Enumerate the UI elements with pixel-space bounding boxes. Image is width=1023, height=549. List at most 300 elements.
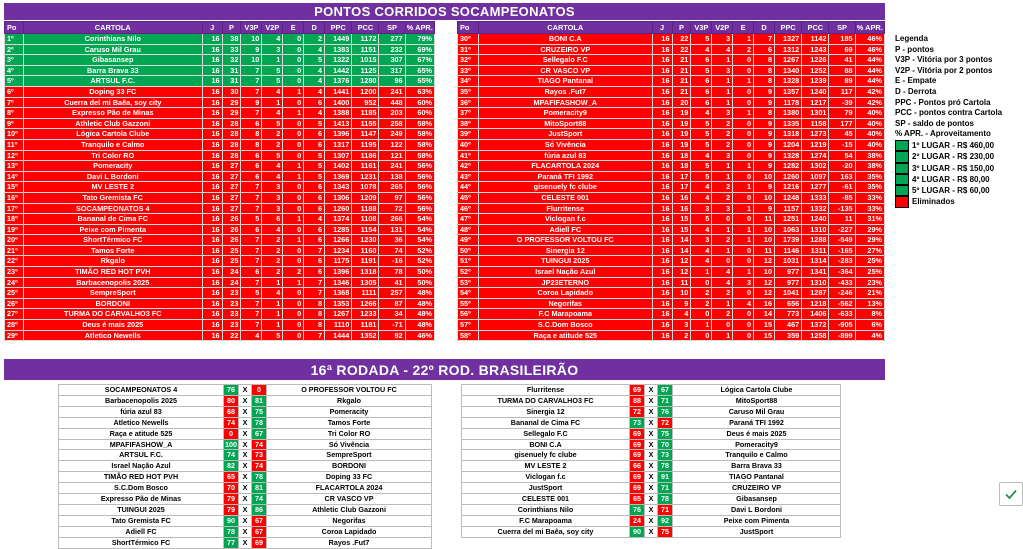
stat-cell: 2 — [283, 267, 304, 278]
stat-cell: 0 — [283, 288, 304, 299]
match-row — [59, 504, 432, 515]
stat-cell: 1 — [712, 224, 733, 235]
stat-cell: 11 — [829, 214, 855, 225]
stat-cell: 16 — [202, 55, 222, 66]
standings-row — [5, 277, 435, 288]
away-score-cell: 0 — [252, 385, 267, 396]
stat-cell: 16 — [652, 267, 672, 278]
stat-cell: 1318 — [352, 267, 379, 278]
team-name-cell: fúria azul 83 — [478, 150, 652, 161]
stat-cell: -85 — [829, 192, 855, 203]
stat-cell: 0 — [733, 256, 754, 267]
stat-cell: 79% — [405, 34, 434, 45]
stat-cell: 0 — [733, 139, 754, 150]
home-score-cell: 65 — [224, 472, 239, 483]
stat-cell: 3 — [262, 203, 283, 214]
stat-cell: 1 — [262, 55, 283, 66]
away-score-cell: 70 — [658, 439, 673, 450]
team-name-cell: Rayos .Fut7 — [478, 86, 652, 97]
away-team-cell: Rkgalo — [267, 395, 432, 406]
stat-cell: -283 — [829, 256, 855, 267]
stat-cell: 16 — [652, 65, 672, 76]
stat-cell: 16 — [202, 182, 222, 193]
team-name-cell: Deus é mais 2025 — [23, 320, 202, 331]
position-cell: 9º — [5, 118, 24, 129]
legend-prize — [895, 174, 1023, 185]
away-score-cell: 81 — [252, 395, 267, 406]
position-cell: 8º — [5, 108, 24, 119]
stat-cell: 3 — [712, 203, 733, 214]
stat-cell: 15 — [754, 330, 775, 341]
stat-cell: 1 — [691, 267, 712, 278]
stat-cell: 0 — [691, 277, 712, 288]
stat-cell: 6 — [241, 171, 262, 182]
standings-row — [458, 171, 885, 182]
legend-prize — [895, 185, 1023, 196]
stat-cell: 0 — [733, 192, 754, 203]
stat-cell: 977 — [775, 277, 802, 288]
team-name-cell: Tranquilo e Calmo — [23, 139, 202, 150]
stat-cell: 13% — [855, 298, 884, 309]
position-cell: 33º — [458, 65, 479, 76]
stat-cell: 16 — [202, 224, 222, 235]
stat-cell: 4 — [304, 76, 325, 87]
stat-cell: 1442 — [325, 65, 352, 76]
stat-cell: 12 — [754, 288, 775, 299]
stat-cell: 21 — [672, 65, 691, 76]
stat-cell: 40% — [855, 118, 884, 129]
stat-cell: 1110 — [325, 320, 352, 331]
header-cell: E — [283, 22, 304, 34]
stat-cell: 10 — [754, 171, 775, 182]
position-cell: 47º — [458, 214, 479, 225]
away-team-cell: Davi L Bordoni — [673, 504, 841, 515]
stat-cell: 6 — [262, 214, 283, 225]
stat-cell: 38 — [222, 34, 241, 45]
header-cell: J — [202, 22, 222, 34]
standings-row — [458, 65, 885, 76]
team-name-cell: Paraná TFI 1992 — [478, 171, 652, 182]
stat-cell: 97 — [379, 192, 405, 203]
stat-cell: -61 — [829, 182, 855, 193]
stat-cell: 249 — [379, 129, 405, 140]
match-row — [59, 406, 432, 417]
stat-cell: 1312 — [775, 44, 802, 55]
versus-cell: X — [645, 504, 658, 515]
position-cell: 1º — [5, 34, 24, 45]
match-row — [59, 428, 432, 439]
header-cell: PCC — [352, 22, 379, 34]
stat-cell: 58% — [405, 150, 434, 161]
team-name-cell: Peixe com Pimenta — [23, 224, 202, 235]
away-score-cell: 69 — [252, 537, 267, 548]
stat-cell: 3 — [712, 108, 733, 119]
standings-title: PONTOS CORRIDOS SOCAMPEONATOS — [4, 3, 885, 20]
home-team-cell: Tato Gremista FC — [59, 515, 224, 526]
stat-cell: 5 — [691, 161, 712, 172]
position-cell: 31º — [458, 44, 479, 55]
versus-cell: X — [239, 515, 252, 526]
stat-cell: 2 — [262, 267, 283, 278]
stat-cell: -20 — [829, 161, 855, 172]
team-name-cell: TIAGO Pantanal — [478, 76, 652, 87]
stat-cell: 1328 — [775, 150, 802, 161]
checkmark-icon[interactable] — [999, 482, 1023, 506]
stat-cell: 7 — [241, 277, 262, 288]
standings-row — [5, 309, 435, 320]
stat-cell: 3 — [712, 150, 733, 161]
stat-cell: 1266 — [325, 235, 352, 246]
stat-cell: 0 — [283, 76, 304, 87]
versus-cell: X — [645, 483, 658, 494]
stat-cell: 2 — [691, 298, 712, 309]
stat-cell: 8% — [855, 309, 884, 320]
home-score-cell: 79 — [224, 504, 239, 515]
stat-cell: 79 — [829, 108, 855, 119]
stat-cell: 5 — [691, 129, 712, 140]
stat-cell: 1317 — [325, 139, 352, 150]
standings-row — [458, 330, 885, 341]
standings-row — [5, 298, 435, 309]
away-team-cell: Pomeracity — [267, 406, 432, 417]
legend-item: V3P - Vitória por 3 pontos — [895, 55, 993, 65]
match-row — [59, 395, 432, 406]
team-name-cell: Davi L Bordoni — [23, 171, 202, 182]
home-team-cell: BONI C.A — [462, 439, 630, 450]
away-score-cell: 71 — [658, 504, 673, 515]
header-cell: J — [652, 22, 672, 34]
home-score-cell: 88 — [630, 395, 645, 406]
stat-cell: 232 — [379, 44, 405, 55]
header-cell: Po — [5, 22, 24, 34]
stat-cell: 4% — [855, 330, 884, 341]
match-row — [462, 515, 841, 526]
team-name-cell: Tato Gremista FC — [23, 192, 202, 203]
stat-cell: 96 — [379, 76, 405, 87]
match-row — [462, 450, 841, 461]
stat-cell: 16 — [652, 256, 672, 267]
stat-cell: 1406 — [802, 309, 829, 320]
away-score-cell: 73 — [252, 450, 267, 461]
stat-cell: 38% — [855, 161, 884, 172]
stat-cell: 0 — [712, 214, 733, 225]
stat-cell: 16 — [652, 330, 672, 341]
stat-cell: 11 — [672, 277, 691, 288]
stat-cell: 17 — [672, 182, 691, 193]
stat-cell: 8 — [241, 139, 262, 150]
team-name-cell: Raça e atitude 525 — [478, 330, 652, 341]
stat-cell: 25 — [222, 245, 241, 256]
stat-cell: 1216 — [775, 182, 802, 193]
stat-cell: 1260 — [325, 203, 352, 214]
stat-cell: 44% — [855, 65, 884, 76]
team-name-cell: Viclogan f.c — [478, 214, 652, 225]
stat-cell: 1449 — [325, 34, 352, 45]
stat-cell: 15 — [754, 320, 775, 331]
position-cell: 7º — [5, 97, 24, 108]
versus-cell: X — [645, 406, 658, 417]
stat-cell: 3 — [733, 277, 754, 288]
away-score-cell: 74 — [252, 439, 267, 450]
stat-cell: 2 — [262, 235, 283, 246]
stat-cell: 5 — [241, 288, 262, 299]
away-team-cell: Rayos .Fut7 — [267, 537, 432, 548]
stat-cell: 4 — [304, 86, 325, 97]
team-name-cell: Sellegalo F.C — [478, 55, 652, 66]
stat-cell: 6 — [304, 267, 325, 278]
stat-cell: 14 — [672, 245, 691, 256]
prize-label: 1º LUGAR - R$ 460,00 — [912, 140, 995, 150]
stat-cell: 52% — [405, 256, 434, 267]
home-score-cell: 79 — [224, 494, 239, 505]
stat-cell: 2 — [262, 129, 283, 140]
standings-row — [5, 76, 435, 87]
stat-cell: 2 — [733, 44, 754, 55]
position-cell: 43º — [458, 171, 479, 182]
team-name-cell: CR VASCO VP — [478, 65, 652, 76]
position-cell: 51º — [458, 256, 479, 267]
stat-cell: 7 — [241, 245, 262, 256]
team-name-cell: Pomeracity9 — [478, 108, 652, 119]
stat-cell: 4 — [262, 161, 283, 172]
stat-cell: -899 — [829, 330, 855, 341]
standings-row — [5, 288, 435, 299]
stat-cell: 16 — [652, 86, 672, 97]
away-team-cell: Coroa Lapidado — [267, 526, 432, 537]
position-cell: 44º — [458, 182, 479, 193]
away-score-cell: 67 — [658, 385, 673, 396]
stat-cell: 16 — [202, 235, 222, 246]
stat-cell: 4 — [304, 214, 325, 225]
stat-cell: 1157 — [775, 203, 802, 214]
stat-cell: 1191 — [352, 256, 379, 267]
stat-cell: 1396 — [325, 129, 352, 140]
stat-cell: 1346 — [325, 277, 352, 288]
home-team-cell: Barbacenopolis 2025 — [59, 395, 224, 406]
away-score-cell: 71 — [658, 395, 673, 406]
stat-cell: 307 — [379, 55, 405, 66]
away-score-cell: 78 — [252, 472, 267, 483]
stat-cell: 92 — [379, 330, 405, 341]
stat-cell: 29 — [222, 97, 241, 108]
position-cell: 58º — [458, 330, 479, 341]
stat-cell: 3 — [691, 203, 712, 214]
stat-cell: 16 — [652, 34, 672, 45]
away-score-cell: 74 — [252, 461, 267, 472]
stat-cell: 1146 — [775, 245, 802, 256]
header-cell: P — [222, 22, 241, 34]
away-team-cell: Barra Brava 33 — [673, 461, 841, 472]
away-score-cell: 76 — [658, 406, 673, 417]
standings-row — [5, 161, 435, 172]
stat-cell: 1267 — [775, 55, 802, 66]
stat-cell: 1 — [712, 97, 733, 108]
position-cell: 37º — [458, 108, 479, 119]
stat-cell: 4 — [712, 277, 733, 288]
stat-cell: 5 — [262, 150, 283, 161]
standings-row — [458, 86, 885, 97]
stat-cell: 1260 — [775, 171, 802, 182]
header-cell: PPC — [775, 22, 802, 34]
standings-row — [458, 235, 885, 246]
standings-row — [5, 192, 435, 203]
standings-row — [458, 298, 885, 309]
stat-cell: 0 — [283, 330, 304, 341]
stat-cell: 4 — [691, 182, 712, 193]
match-row — [59, 494, 432, 505]
home-team-cell: Raça e atitude 525 — [59, 428, 224, 439]
stat-cell: 1161 — [352, 161, 379, 172]
team-name-cell: FLACARTOLA 2024 — [478, 161, 652, 172]
stat-cell: 1332 — [802, 203, 829, 214]
matches-table-right — [461, 384, 841, 538]
home-team-cell: SOCAMPEONATOS 4 — [59, 385, 224, 396]
stat-cell: 23 — [222, 288, 241, 299]
away-score-cell: 91 — [658, 472, 673, 483]
stat-cell: 10 — [241, 34, 262, 45]
stat-cell: 16 — [652, 97, 672, 108]
stat-cell: 467 — [775, 320, 802, 331]
legend-prize — [895, 140, 1023, 151]
stat-cell: 16 — [202, 34, 222, 45]
stat-cell: 16 — [202, 129, 222, 140]
home-team-cell: TIMÃO RED HOT PVH — [59, 472, 224, 483]
versus-cell: X — [645, 515, 658, 526]
stat-cell: 23 — [222, 309, 241, 320]
stat-cell: 11 — [754, 214, 775, 225]
stat-cell: 1151 — [352, 44, 379, 55]
team-name-cell: SempreSport — [23, 288, 202, 299]
position-cell: 53º — [458, 277, 479, 288]
match-row — [462, 385, 841, 396]
stat-cell: 15 — [672, 214, 691, 225]
match-row — [462, 461, 841, 472]
team-name-cell: Caruso Mil Grau — [23, 44, 202, 55]
home-team-cell: Cuerra del mi Baêa, soy city — [462, 526, 630, 537]
stat-cell: 241 — [379, 161, 405, 172]
home-score-cell: 78 — [224, 526, 239, 537]
position-cell: 19º — [5, 224, 24, 235]
home-team-cell: Bananal de Cima FC — [462, 417, 630, 428]
stat-cell: 6 — [241, 224, 262, 235]
stat-cell: -562 — [829, 298, 855, 309]
header-cell: PPC — [325, 22, 352, 34]
stat-cell: 54 — [829, 150, 855, 161]
home-score-cell: 0 — [224, 428, 239, 439]
header-cell: V2P — [712, 22, 733, 34]
position-cell: 21º — [5, 245, 24, 256]
stat-cell: 2 — [672, 330, 691, 341]
stat-cell: 0 — [283, 309, 304, 320]
legend-prize — [895, 163, 1023, 174]
standings-row — [458, 150, 885, 161]
stat-cell: 8 — [304, 298, 325, 309]
stat-cell: 1015 — [352, 55, 379, 66]
away-team-cell: TIAGO Pantanal — [673, 472, 841, 483]
team-name-cell: JP23ETERNO — [478, 277, 652, 288]
stat-cell: -433 — [829, 277, 855, 288]
stat-cell: 1248 — [775, 192, 802, 203]
header-cell: Po — [458, 22, 479, 34]
stat-cell: 1172 — [352, 34, 379, 45]
stat-cell: 12 — [754, 277, 775, 288]
stat-cell: 117 — [829, 86, 855, 97]
stat-cell: 27 — [222, 203, 241, 214]
stat-cell: 41 — [829, 55, 855, 66]
team-name-cell: Atletico Newells — [23, 330, 202, 341]
away-score-cell: 86 — [252, 504, 267, 515]
match-row — [59, 450, 432, 461]
stat-cell: 19 — [672, 118, 691, 129]
away-team-cell: Tranquilo e Calmo — [673, 450, 841, 461]
stat-cell: 0 — [733, 171, 754, 182]
stat-cell: 6 — [241, 118, 262, 129]
stat-cell: 1 — [733, 76, 754, 87]
stat-cell: 4 — [262, 288, 283, 299]
stat-cell: 9 — [754, 139, 775, 150]
match-row — [462, 504, 841, 515]
stat-cell: 16 — [652, 235, 672, 246]
standings-row — [458, 76, 885, 87]
stat-cell: 5 — [691, 34, 712, 45]
stat-cell: 6 — [754, 44, 775, 55]
position-cell: 13º — [5, 161, 24, 172]
stat-cell: 1252 — [802, 65, 829, 76]
versus-cell: X — [239, 450, 252, 461]
stat-cell: 1352 — [352, 330, 379, 341]
standings-row — [458, 182, 885, 193]
stat-cell: -16 — [379, 256, 405, 267]
stat-cell: 56% — [405, 161, 434, 172]
stat-cell: 27% — [855, 245, 884, 256]
team-name-cell: Só Vivência — [478, 139, 652, 150]
versus-cell: X — [239, 417, 252, 428]
stat-cell: 16 — [652, 203, 672, 214]
team-name-cell: ShortTérmico FC — [23, 235, 202, 246]
header-cell: V2P — [262, 22, 283, 34]
position-cell: 2º — [5, 44, 24, 55]
stat-cell: 1240 — [802, 86, 829, 97]
stat-cell: 6 — [304, 129, 325, 140]
stat-cell: 1233 — [352, 309, 379, 320]
stat-cell: 45 — [829, 129, 855, 140]
versus-cell: X — [645, 526, 658, 537]
stat-cell: 1277 — [802, 182, 829, 193]
matches-table-left — [58, 384, 432, 549]
team-name-cell: TIMÃO RED HOT PVH — [23, 267, 202, 278]
stat-cell: 1175 — [325, 256, 352, 267]
stat-cell: 21 — [672, 86, 691, 97]
stat-cell: 10 — [754, 224, 775, 235]
home-team-cell: Corinthians Nilo — [462, 504, 630, 515]
stat-cell: 16 — [652, 245, 672, 256]
standings-row — [458, 320, 885, 331]
stat-cell: 0 — [283, 320, 304, 331]
stat-cell: 2 — [712, 129, 733, 140]
stat-cell: 1234 — [325, 245, 352, 256]
stat-cell: 10 — [754, 192, 775, 203]
stat-cell: 0 — [733, 86, 754, 97]
team-name-cell: JustSport — [478, 129, 652, 140]
stat-cell: 78 — [379, 267, 405, 278]
stat-cell: 6% — [855, 320, 884, 331]
stat-cell: 1357 — [775, 86, 802, 97]
standings-row — [5, 245, 435, 256]
stat-cell: 5 — [691, 118, 712, 129]
home-team-cell: TUINGUI 2025 — [59, 504, 224, 515]
stat-cell: 1209 — [352, 192, 379, 203]
stat-cell: 16 — [652, 139, 672, 150]
